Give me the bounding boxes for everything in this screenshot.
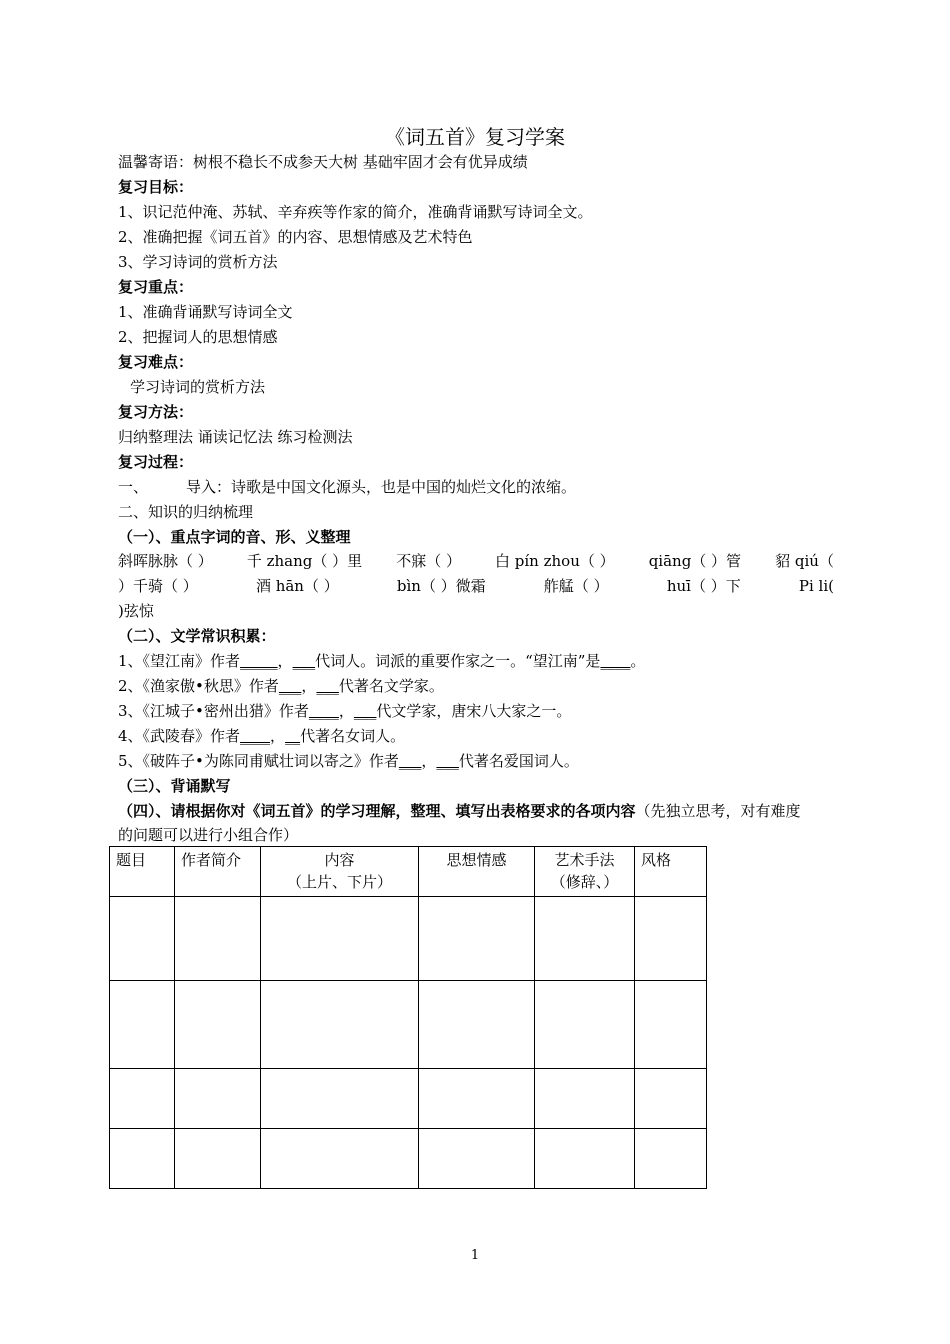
answer-blank: ___ (278, 677, 302, 695)
table-cell[interactable] (175, 897, 261, 981)
answer-blank: ___ (316, 677, 339, 695)
literature-item-text: 4、《武陵春》作者 (118, 727, 241, 745)
literature-item-text: ， (338, 702, 354, 720)
answer-blank: ____ (308, 702, 339, 720)
header-label: 内容 (324, 851, 355, 869)
literature-item-text: 3、《江城子•密州出猎》作者 (118, 702, 309, 720)
table-cell[interactable] (175, 1069, 261, 1129)
answer-blank: ___ (398, 752, 422, 770)
table-header-cell (635, 847, 707, 897)
section4-heading (118, 801, 801, 821)
table-cell[interactable] (419, 981, 535, 1069)
table-row (110, 981, 707, 1069)
literature-item-text: 代著名女词人。 (300, 727, 406, 745)
vocab-item: 貂 qiú（ (775, 552, 834, 570)
vocab-item: 舴艋（ ） (543, 577, 609, 595)
vocab-item: bìn（ ）微霜 (396, 577, 486, 595)
methods-text: 归纳整理法 诵读记忆法 练习检测法 (118, 428, 353, 446)
table-header-cell (175, 847, 261, 897)
section4-heading-bold: （四）、请根据你对《词五首》的学习理解，整理、填写出表格要求的各项内容 (118, 802, 636, 820)
header-sublabel: （上片、下片） (286, 873, 392, 891)
table-cell[interactable] (261, 981, 419, 1069)
page-title: 《词五首》复习学案 (385, 125, 565, 149)
vocab-row-3: )弦惊 (118, 602, 154, 620)
table-cell[interactable] (261, 897, 419, 981)
header-sublabel: （修辞、） (550, 873, 619, 891)
page-number: 1 (470, 1248, 480, 1263)
vocab-item: huī（ ）下 (666, 577, 741, 595)
table-header-cell (110, 847, 175, 897)
vocab-row-2 (118, 576, 834, 596)
goals-heading: 复习目标： (118, 178, 194, 196)
table-cell[interactable] (635, 1129, 707, 1189)
focus-item: 1、准确背诵默写诗词全文 (118, 303, 293, 321)
section4-heading-note: （先独立思考，对有难度 (635, 802, 801, 820)
table-cell[interactable] (110, 1129, 175, 1189)
difficulty-text: 学习诗词的赏析方法 (130, 378, 266, 396)
section2-heading: （二）、文学常识积累： (118, 627, 276, 645)
table-row (110, 1129, 707, 1189)
header-label: 题目 (116, 851, 147, 869)
literature-item (118, 751, 579, 771)
vocab-item: 千 zhang（ ）里 (246, 552, 363, 570)
literature-item-text: ， (301, 677, 317, 695)
vocab-row-1 (118, 551, 834, 571)
literature-item-text: 代著名文学家。 (338, 677, 444, 695)
table-cell[interactable] (535, 1129, 635, 1189)
process-step1-text: 导入：诗歌是中国文化源头，也是中国的灿烂文化的浓缩。 (186, 478, 577, 496)
table-row (110, 1069, 707, 1129)
literature-item-text: 代文学家，唐宋八大家之一。 (376, 702, 572, 720)
goal-item: 2、准确把握《词五首》的内容、思想情感及艺术特色 (118, 228, 473, 246)
literature-item-text: 代词人。词派的重要作家之一。“望江南”是 (315, 652, 601, 670)
literature-item-text: 1、《望江南》作者 (118, 652, 241, 670)
section1-heading: （一）、重点字词的音、形、义整理 (118, 528, 351, 546)
section3-heading: （三）、背诵默写 (118, 777, 231, 795)
literature-item-text: 。 (630, 652, 646, 670)
header-label: 艺术手法 (554, 851, 615, 869)
table-cell[interactable] (535, 981, 635, 1069)
answer-blank: ___ (353, 702, 377, 720)
table-cell[interactable] (261, 1129, 419, 1189)
summary-table (109, 846, 707, 1189)
literature-item (118, 676, 444, 696)
table-cell[interactable] (175, 981, 261, 1069)
header-label: 思想情感 (446, 851, 507, 869)
table-cell[interactable] (635, 981, 707, 1069)
table-cell[interactable] (175, 1129, 261, 1189)
process-heading: 复习过程： (118, 453, 194, 471)
literature-item-text: ， (270, 727, 286, 745)
table-cell[interactable] (110, 897, 175, 981)
answer-blank: ____ (600, 652, 631, 670)
table-header-row (110, 847, 707, 897)
vocab-item: 酒 hān（ ） (255, 577, 339, 595)
literature-item-text: 代著名爱国词人。 (458, 752, 579, 770)
methods-heading: 复习方法： (118, 403, 194, 421)
answer-blank: ____ (240, 727, 271, 745)
goal-item: 3、学习诗词的赏析方法 (118, 253, 278, 271)
table-cell[interactable] (110, 981, 175, 1069)
table-header-cell (419, 847, 535, 897)
header-label: 作者简介 (181, 851, 242, 869)
answer-blank: __ (285, 727, 301, 745)
table-cell[interactable] (110, 1069, 175, 1129)
vocab-item: qiāng（ ）管 (648, 552, 742, 570)
vocab-item: 不寐（ ） (396, 552, 461, 570)
answer-blank: _____ (240, 652, 278, 670)
vocab-item: 白 pín zhou（ ） (495, 552, 615, 570)
process-step1-number: 一、 (118, 478, 149, 496)
answer-blank: ___ (292, 652, 316, 670)
vocab-item: 斜晖脉脉（ ） (118, 552, 213, 570)
section4-heading-line2: 的问题可以进行小组合作） (118, 826, 299, 844)
table-cell[interactable] (535, 897, 635, 981)
process-step2: 二、知识的归纳梳理 (118, 503, 254, 521)
literature-item (118, 726, 405, 746)
motto: 温馨寄语：树根不稳长不成参天大树 基础牢固才会有优异成绩 (118, 153, 528, 171)
literature-item-text: 5、《破阵子•为陈同甫赋壮词以寄之》作者 (118, 752, 399, 770)
literature-item (118, 701, 571, 721)
header-label: 风格 (641, 851, 672, 869)
literature-item-text: ， (421, 752, 437, 770)
table-cell[interactable] (419, 897, 535, 981)
focus-item: 2、把握词人的思想情感 (118, 328, 278, 346)
table-cell[interactable] (261, 1069, 419, 1129)
literature-item-text: ， (277, 652, 293, 670)
table-header-cell (261, 847, 419, 897)
table-row (110, 897, 707, 981)
difficulty-heading: 复习难点： (118, 353, 194, 371)
table-cell[interactable] (635, 1069, 707, 1129)
answer-blank: ___ (436, 752, 459, 770)
table-cell[interactable] (635, 897, 707, 981)
table-header-cell (535, 847, 635, 897)
goal-item: 1、识记范仲淹、苏轼、辛弃疾等作家的简介，准确背诵默写诗词全文。 (118, 203, 593, 221)
focus-heading: 复习重点： (118, 278, 194, 296)
literature-item (118, 651, 645, 671)
vocab-item: Pi li( (798, 577, 834, 595)
vocab-item: ）千骑（ ） (118, 577, 198, 595)
table-cell[interactable] (419, 1069, 535, 1129)
table-cell[interactable] (535, 1069, 635, 1129)
table-cell[interactable] (419, 1129, 535, 1189)
literature-item-text: 2、《渔家傲•秋思》作者 (118, 677, 279, 695)
